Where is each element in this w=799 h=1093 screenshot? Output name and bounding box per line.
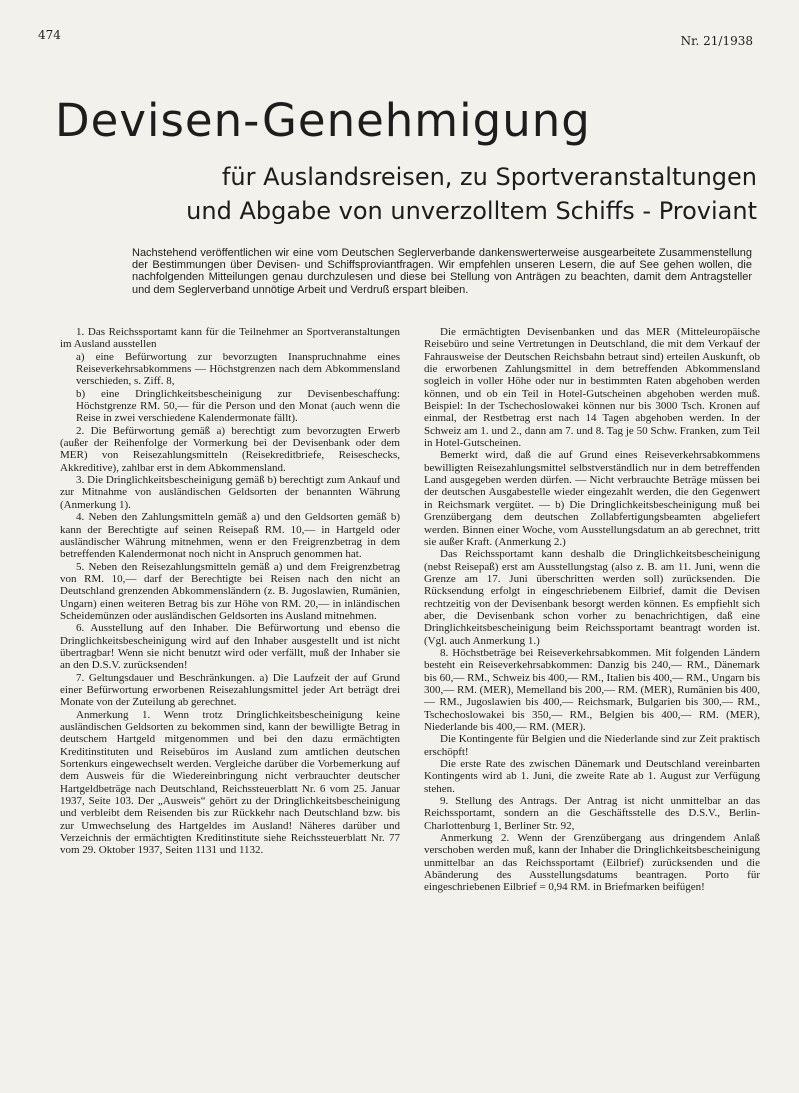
issue-number: Nr. 21/1938	[680, 34, 753, 48]
intro-paragraph: Nachstehend veröffentlichen wir eine vom Deutschen Seglerverbande dankenswerterweise ausgearbeitete Zusammenstellung der Bestimmungen über Devisen- und Schiffsproviantfragen. Wir empfehlen unseren Lesern, die auf See gehen wollen, die nachfolgenden Mitteilungen genau durchzulesen und diese bei Stellung von Anträgen zu beachten, damit dem Antragsteller und dem Seglerverband unnötige Arbeit und Verdruß erspart bleiben.	[132, 247, 752, 296]
paragraph: 4. Neben den Zahlungsmitteln gemäß a) und den Geldsorten gemäß b) kann der Berechtigte auf seinen Reisepaß RM. 10,— in Hartgeld oder ausländischer Währung mitnehmen, wenn er den Freigrenzbetrag in dem betreffenden Kalendermonat noch nicht in Anspruch genommen hat.	[60, 511, 400, 561]
page-number: 474	[38, 28, 61, 42]
paragraph: 2. Die Befürwortung gemäß a) berechtigt zum bevorzugten Erwerb (außer der Reihenfolge der Vormerkung bei der Devisenbank oder dem MER) von Reisezahlungsmitteln (Reisekreditbriefe, Reiseschecks, Akkreditive), zahlbar erst in dem Abkommensland.	[60, 424, 400, 474]
paragraph: Anmerkung 1. Wenn trotz Dringlichkeitsbescheinigung keine ausländischen Geldsorten zu bekommen sind, kann der bewilligte Betrag in deutschem Hartgeld mitgenommen und bei den dazu ermächtigten Kreditinstituten und Reisebüros im Ausland zum amtlichen deutschen Sortenkurs eingewechselt werden. Vergleiche darüber die Vorbemerkung auf dem Ausweis für die Wiedereinbringung nicht verbrauchter deutscher Hartgeldbeträge nach Deutschland, Reichssteuerblatt Nr. 6 vom 25. Januar 1937, Seite 103. Der „Ausweis“ gehört zu der Dringlichkeitsbescheinigung und verbleibt dem Reisenden bis zur Rückkehr nach Deutschland bzw. bis zur Umwechselung des Hartgeldes im Ausland! Näheres darüber und Verzeichnis der ermächtigten Kreditinstitute siehe Reichssteuerblatt Nr. 77 vom 29. Oktober 1937, Seiten 1131 und 1132.	[60, 708, 400, 857]
paragraph: 9. Stellung des Antrags. Der Antrag ist nicht unmittelbar an das Reichssportamt, sondern an die Geschäftsstelle des D.S.V., Berlin-Charlottenburg 1, Berliner Str. 92,	[424, 795, 760, 832]
article-title: Devisen-Genehmigung	[55, 94, 591, 147]
paragraph: Die Kontingente für Belgien und die Niederlande sind zur Zeit praktisch erschöpft!	[424, 733, 760, 758]
subtitle-line-2: und Abgabe von unverzolltem Schiffs - Proviant	[186, 197, 757, 225]
paragraph: 5. Neben den Reisezahlungsmitteln gemäß a) und dem Freigrenzbetrag von RM. 10,— darf der Berechtigte bei Reisen nach den nicht an Deutschland grenzenden Abkommensländern (z. B. Jugoslawien, Rumänien, Ungarn) einen weiteren Betrag bis zur Höhe von RM. 20,— in inländischen Scheidemünzen oder ausländischen Geldsorten ins Ausland mitnehmen.	[60, 560, 400, 622]
article-subtitle	[186, 160, 757, 228]
left-column	[60, 326, 400, 1086]
paragraph: b) eine Dringlichkeitsbescheinigung zur Devisenbeschaffung: Höchstgrenze RM. 50,— für die Person und den Monat (auch wenn die Reise in zwei verschiedene Kalendermonate fällt).	[76, 387, 400, 425]
paragraph: Das Reichssportamt kann deshalb die Dringlichkeitsbescheinigung (nebst Reisepaß) erst am Ausstellungstag (also z. B. am 11. Juni, wenn die Grenze am 17. Juni überschritten werden soll) zurücksenden. Die Rücksendung erfolgt in eingeschriebenem Eilbrief, damit die Devisen rechtzeitig von der Devisenbank besorgt werden können. Es empfiehlt sich aber, die Devisenbank schon vorher zu benachrichtigen, daß eine Dringlichkeitsbescheinigung beim Reichssportamt beantragt worden ist. (Vgl. auch Anmerkung 1.)	[424, 548, 760, 647]
paragraph: 7. Geltungsdauer und Beschränkungen. a) Die Laufzeit der auf Grund einer Befürwortung erworbenen Reisezahlungsmittel jeder Art beträgt drei Monate von der Zuteilung ab gerechnet.	[60, 671, 400, 709]
paragraph: Anmerkung 2. Wenn der Grenzübergang aus dringendem Anlaß verschoben werden muß, kann der Inhaber die Dringlichkeitsbescheinigung unmittelbar an das Reichssportamt (Eilbrief) zurücksenden und die Abänderung des Ausstellungsdatums beantragen. Porto für eingeschriebenen Eilbrief = 0,94 RM. in Briefmarken beifügen!	[424, 832, 760, 894]
paragraph: Die erste Rate des zwischen Dänemark und Deutschland vereinbarten Kontingents wird ab 1. Juni, die zweite Rate ab 1. August zur Verfügung stehen.	[424, 758, 760, 795]
paragraph: Bemerkt wird, daß die auf Grund eines Reiseverkehrsabkommens bewilligten Reisezahlungsmittel selbstverständlich nur in dem betreffenden Land ausgegeben werden dürfen. — Nicht verbrauchte Beträge müssen bei der deutschen Ausgabestelle wieder eingezahlt werden, die den Gegenwert in Reichsmark vergütet. — b) Die Dringlichkeitsbescheinigung muß bei Grenzübergang dem deutschen Zollabfertigungsbeamten abgeliefert werden. Binnen einer Woche, vom Ausstellungsdatum an ab gerechnet, tritt sie außer Kraft. (Anmerkung 2.)	[424, 449, 760, 548]
subtitle-line-1: für Auslandsreisen, zu Sportveranstaltungen	[221, 163, 757, 191]
right-column	[424, 326, 760, 1086]
paragraph: 3. Die Dringlichkeitsbescheinigung gemäß b) berechtigt zum Ankauf und zur Mitnahme von ausländischen Geldsorten der benannten Währung (Anmerkung 1).	[60, 474, 400, 511]
paragraph: a) eine Befürwortung zur bevorzugten Inanspruchnahme eines Reiseverkehrsabkommens — Höchstgrenzen nach dem Abkommensland verschieden, s. Ziff. 8,	[76, 350, 400, 388]
paragraph: 6. Ausstellung auf den Inhaber. Die Befürwortung und ebenso die Dringlichkeitsbescheinigung wird auf den Inhaber ausgestellt und ist nicht übertragbar! Wenn sie nicht benutzt wird oder verfällt, muß der Inhaber sie an den D.S.V. zurücksenden!	[60, 622, 400, 672]
paragraph: Die ermächtigten Devisenbanken und das MER (Mitteleuropäische Reisebüro und seine Vertretungen in Deutschland, die mit dem Verkauf der Fahrausweise der Deutschen Reichsbahn betraut sind) erteilen Auskunft, ob die erworbenen Zahlungsmittel in dem betreffenden Abkommensland sogleich in voller Höhe oder nur in bestimmten Raten abgehoben werden können, und ob ein Teil in Hotel-Gutscheinen abgehoben werden muß. Beispiel: In der Tschechoslowakei können nur bis 3000 Tsch. Kronen auf einmal, der Restbetrag erst nach 14 Tagen abgehoben werden. In der Schweiz am 1. und 2., dann am 7. und 8. Tag je 50 Schw. Franken, zum Teil in Hotel-Gutscheinen.	[424, 326, 760, 450]
paragraph: 8. Höchstbeträge bei Reiseverkehrsabkommen. Mit folgenden Ländern besteht ein Reiseverkehrsabkommen: Danzig bis 240,— RM., Dänemark bis 60,— RM., Schweiz bis 400,— RM., Italien bis 400,— RM., Ungarn bis 300,— RM. (MER), Memelland bis 200,— RM. (MER), Rumänien bis 400,— RM., Jugoslawien bis 400,— Reichsmark, Bulgarien bis 300,— RM., Tschechoslowakei bis 350,— RM., Belgien bis 400,— RM. (MER), Niederlande bis 400,— RM. (MER).	[424, 646, 760, 733]
paragraph: 1. Das Reichssportamt kann für die Teilnehmer an Sportveranstaltungen im Ausland ausstellen	[60, 326, 400, 351]
